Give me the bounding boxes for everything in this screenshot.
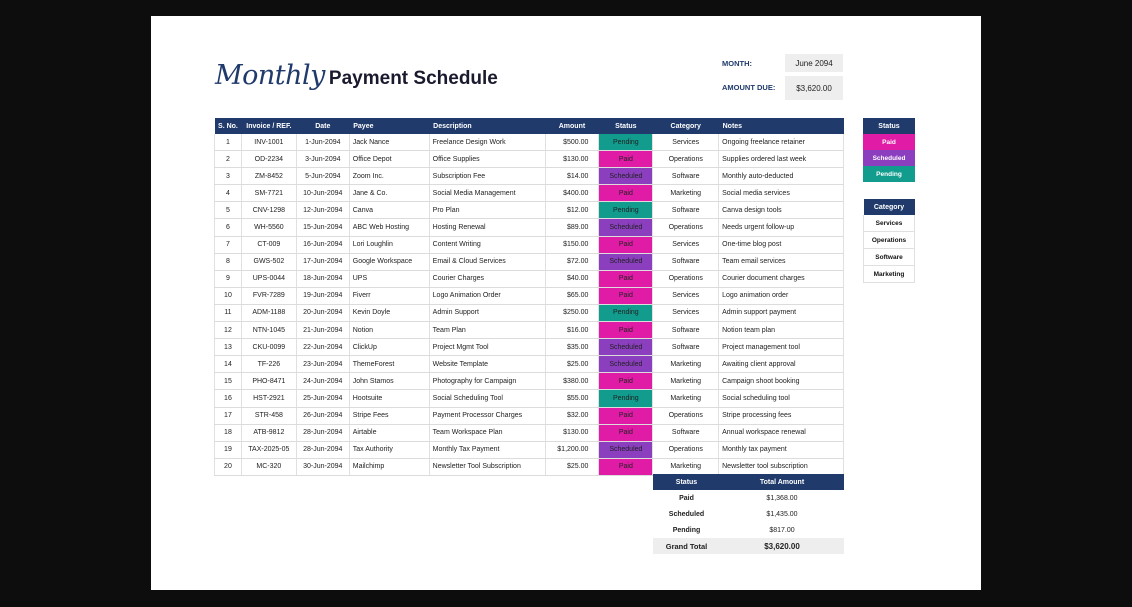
status-badge[interactable]: Pending xyxy=(599,304,653,321)
cell-category[interactable]: Marketing xyxy=(653,185,719,202)
payment-table xyxy=(214,118,844,476)
cell-payee[interactable]: Canva xyxy=(349,202,429,219)
cell-amount[interactable]: $65.00 xyxy=(545,287,599,304)
cell-notes[interactable]: Newsletter tool subscription xyxy=(719,458,844,475)
cell-category[interactable]: Services xyxy=(653,134,719,151)
title-main: Payment Schedule xyxy=(328,68,498,89)
status-badge[interactable]: Paid xyxy=(599,458,653,475)
cell-amount[interactable]: $380.00 xyxy=(545,373,599,390)
summary-value[interactable]: $1,368.00 xyxy=(766,494,798,502)
cell-sno[interactable]: 12 xyxy=(215,322,242,339)
cell-category[interactable]: Software xyxy=(653,168,719,185)
cell-invoice[interactable]: GWS-502 xyxy=(241,253,296,270)
cell-category[interactable]: Software xyxy=(653,253,719,270)
cell-notes[interactable]: Admin support payment xyxy=(719,304,844,321)
cell-sno[interactable]: 8 xyxy=(215,253,242,270)
title-script: Monthly xyxy=(215,60,325,91)
cell-description[interactable]: Freelance Design Work xyxy=(429,134,545,151)
cell-payee[interactable]: Lori Loughlin xyxy=(349,236,429,253)
spreadsheet-page xyxy=(151,16,981,590)
cell-category[interactable]: Operations xyxy=(653,270,719,287)
legend-services[interactable]: Services xyxy=(864,215,915,232)
summary-row xyxy=(653,506,844,522)
cell-invoice[interactable]: ZM-8452 xyxy=(241,168,296,185)
table-row[interactable] xyxy=(215,356,844,373)
cell-description[interactable]: Photography for Campaign xyxy=(429,373,545,390)
cell-payee[interactable]: ABC Web Hosting xyxy=(349,219,429,236)
status-badge[interactable]: Scheduled xyxy=(599,339,653,356)
cell-amount[interactable]: $25.00 xyxy=(545,356,599,373)
cell-payee[interactable]: Jack Nance xyxy=(349,134,429,151)
cell-date[interactable]: 16-Jun-2094 xyxy=(296,236,349,253)
cell-sno[interactable]: 16 xyxy=(215,390,242,407)
cell-amount[interactable]: $150.00 xyxy=(545,236,599,253)
cell-payee[interactable]: Zoom Inc. xyxy=(349,168,429,185)
status-legend xyxy=(863,118,915,182)
cell-payee[interactable]: Notion xyxy=(349,322,429,339)
cell-description[interactable]: Logo Animation Order xyxy=(429,287,545,304)
cell-amount[interactable]: $89.00 xyxy=(545,219,599,236)
cell-date[interactable]: 25-Jun-2094 xyxy=(296,390,349,407)
cell-amount[interactable]: $32.00 xyxy=(545,407,599,424)
cell-description[interactable]: Team Plan xyxy=(429,322,545,339)
cell-amount[interactable]: $250.00 xyxy=(545,304,599,321)
cell-amount[interactable]: $130.00 xyxy=(545,424,599,441)
cell-invoice[interactable]: CKU-0099 xyxy=(241,339,296,356)
category-legend xyxy=(863,199,915,283)
table-row[interactable] xyxy=(215,202,844,219)
cell-notes[interactable]: Monthly tax payment xyxy=(719,441,844,458)
cell-invoice[interactable]: NTN-1045 xyxy=(241,322,296,339)
cell-category[interactable]: Operations xyxy=(653,151,719,168)
cell-sno[interactable]: 15 xyxy=(215,373,242,390)
summary-table xyxy=(653,474,844,554)
cell-description[interactable]: Pro Plan xyxy=(429,202,545,219)
cell-invoice[interactable]: OD-2234 xyxy=(241,151,296,168)
status-badge[interactable]: Scheduled xyxy=(599,253,653,270)
cell-category[interactable]: Software xyxy=(653,202,719,219)
cell-payee[interactable]: Kevin Doyle xyxy=(349,304,429,321)
summary-header-status: Status xyxy=(653,474,720,490)
cell-date[interactable]: 10-Jun-2094 xyxy=(296,185,349,202)
cell-invoice[interactable]: UPS-0044 xyxy=(241,270,296,287)
legend-marketing[interactable]: Marketing xyxy=(864,266,915,283)
legend-scheduled[interactable]: Scheduled xyxy=(863,150,915,166)
cell-invoice[interactable]: CNV-1298 xyxy=(241,202,296,219)
table-row[interactable] xyxy=(215,373,844,390)
cell-sno[interactable]: 3 xyxy=(215,168,242,185)
cell-amount[interactable]: $14.00 xyxy=(545,168,599,185)
cell-date[interactable]: 19-Jun-2094 xyxy=(296,287,349,304)
status-badge[interactable]: Paid xyxy=(599,287,653,304)
cell-invoice[interactable]: PHO-8471 xyxy=(241,373,296,390)
cell-amount[interactable]: $400.00 xyxy=(545,185,599,202)
month-label: MONTH: xyxy=(722,59,752,68)
status-badge[interactable]: Paid xyxy=(599,270,653,287)
status-badge[interactable]: Paid xyxy=(599,322,653,339)
cell-description[interactable]: Newsletter Tool Subscription xyxy=(429,458,545,475)
cell-notes[interactable]: Notion team plan xyxy=(719,322,844,339)
cell-payee[interactable]: Office Depot xyxy=(349,151,429,168)
cell-date[interactable]: 3-Jun-2094 xyxy=(296,151,349,168)
cell-invoice[interactable]: CT-009 xyxy=(241,236,296,253)
cell-sno[interactable]: 19 xyxy=(215,441,242,458)
cell-notes[interactable]: Courier document charges xyxy=(719,270,844,287)
cell-sno[interactable]: 20 xyxy=(215,458,242,475)
table-row[interactable] xyxy=(215,424,844,441)
summary-value[interactable]: $1,435.00 xyxy=(766,510,798,518)
cell-category[interactable]: Marketing xyxy=(653,356,719,373)
cell-amount[interactable]: $55.00 xyxy=(545,390,599,407)
status-badge[interactable]: Pending xyxy=(599,134,653,151)
table-row[interactable] xyxy=(215,458,844,475)
cell-notes[interactable]: Annual workspace renewal xyxy=(719,424,844,441)
cell-category[interactable]: Marketing xyxy=(653,458,719,475)
cell-description[interactable]: Hosting Renewal xyxy=(429,219,545,236)
status-badge[interactable]: Pending xyxy=(599,202,653,219)
cell-notes[interactable]: Supplies ordered last week xyxy=(719,151,844,168)
cell-payee[interactable]: John Stamos xyxy=(349,373,429,390)
status-badge[interactable]: Paid xyxy=(599,373,653,390)
cell-sno[interactable]: 11 xyxy=(215,304,242,321)
cell-description[interactable]: Social Scheduling Tool xyxy=(429,390,545,407)
col-header-description[interactable]: Description xyxy=(429,118,545,134)
table-row[interactable] xyxy=(215,287,844,304)
cell-amount[interactable]: $130.00 xyxy=(545,151,599,168)
cell-notes[interactable]: Team email services xyxy=(719,253,844,270)
table-row[interactable] xyxy=(215,236,844,253)
cell-notes[interactable]: Social scheduling tool xyxy=(719,390,844,407)
table-row[interactable] xyxy=(215,253,844,270)
cell-notes[interactable]: Awaiting client approval xyxy=(719,356,844,373)
cell-notes[interactable]: Canva design tools xyxy=(719,202,844,219)
cell-description[interactable]: Social Media Management xyxy=(429,185,545,202)
cell-amount[interactable]: $72.00 xyxy=(545,253,599,270)
cell-payee[interactable]: Mailchimp xyxy=(349,458,429,475)
cell-description[interactable]: Team Workspace Plan xyxy=(429,424,545,441)
cell-date[interactable]: 23-Jun-2094 xyxy=(296,356,349,373)
cell-category[interactable]: Software xyxy=(653,339,719,356)
status-badge[interactable]: Paid xyxy=(599,424,653,441)
legend-pending[interactable]: Pending xyxy=(863,166,915,182)
cell-sno[interactable]: 6 xyxy=(215,219,242,236)
table-row[interactable] xyxy=(215,407,844,424)
cell-invoice[interactable]: HST-2921 xyxy=(241,390,296,407)
cell-date[interactable]: 21-Jun-2094 xyxy=(296,322,349,339)
summary-label: Pending xyxy=(672,526,701,534)
grand-total-value[interactable]: $3,620.00 xyxy=(720,538,844,554)
status-badge[interactable]: Paid xyxy=(599,236,653,253)
cell-sno[interactable]: 5 xyxy=(215,202,242,219)
status-legend-header: Status xyxy=(863,118,915,134)
cell-category[interactable]: Marketing xyxy=(653,373,719,390)
cell-category[interactable]: Operations xyxy=(653,407,719,424)
col-header-invoice[interactable]: Invoice / REF. xyxy=(241,118,296,134)
summary-row xyxy=(653,490,844,506)
cell-payee[interactable]: Jane & Co. xyxy=(349,185,429,202)
cell-notes[interactable]: Social media services xyxy=(719,185,844,202)
cell-amount[interactable]: $16.00 xyxy=(545,322,599,339)
status-badge[interactable]: Paid xyxy=(599,407,653,424)
status-badge[interactable]: Scheduled xyxy=(599,441,653,458)
status-badge[interactable]: Scheduled xyxy=(599,219,653,236)
cell-payee[interactable]: Fiverr xyxy=(349,287,429,304)
cell-category[interactable]: Services xyxy=(653,287,719,304)
cell-date[interactable]: 17-Jun-2094 xyxy=(296,253,349,270)
cell-sno[interactable]: 9 xyxy=(215,270,242,287)
cell-category[interactable]: Services xyxy=(653,304,719,321)
cell-invoice[interactable]: WH-5560 xyxy=(241,219,296,236)
cell-date[interactable]: 12-Jun-2094 xyxy=(296,202,349,219)
status-badge[interactable]: Scheduled xyxy=(599,168,653,185)
table-row[interactable] xyxy=(215,304,844,321)
cell-category[interactable]: Services xyxy=(653,236,719,253)
page-title xyxy=(215,60,498,96)
legend-paid[interactable]: Paid xyxy=(863,134,915,150)
category-legend-header: Category xyxy=(864,199,915,215)
cell-invoice[interactable]: MC-320 xyxy=(241,458,296,475)
cell-sno[interactable]: 2 xyxy=(215,151,242,168)
col-header-status[interactable]: Status xyxy=(599,118,653,134)
summary-row xyxy=(653,522,844,538)
cell-payee[interactable]: Stripe Fees xyxy=(349,407,429,424)
table-row[interactable] xyxy=(215,441,844,458)
cell-sno[interactable]: 17 xyxy=(215,407,242,424)
cell-date[interactable]: 30-Jun-2094 xyxy=(296,458,349,475)
table-row[interactable] xyxy=(215,322,844,339)
cell-payee[interactable]: Google Workspace xyxy=(349,253,429,270)
cell-invoice[interactable]: ATB-9812 xyxy=(241,424,296,441)
cell-sno[interactable]: 4 xyxy=(215,185,242,202)
cell-description[interactable]: Project Mgmt Tool xyxy=(429,339,545,356)
col-header-category[interactable]: Category xyxy=(653,118,719,134)
status-badge[interactable]: Scheduled xyxy=(599,356,653,373)
table-row[interactable] xyxy=(215,390,844,407)
cell-amount[interactable]: $35.00 xyxy=(545,339,599,356)
cell-date[interactable]: 18-Jun-2094 xyxy=(296,270,349,287)
cell-invoice[interactable]: TAX-2025-05 xyxy=(241,441,296,458)
cell-sno[interactable]: 13 xyxy=(215,339,242,356)
cell-amount[interactable]: $500.00 xyxy=(545,134,599,151)
col-header-amount[interactable]: Amount xyxy=(545,118,599,134)
cell-sno[interactable]: 10 xyxy=(215,287,242,304)
cell-amount[interactable]: $12.00 xyxy=(545,202,599,219)
table-row[interactable] xyxy=(215,168,844,185)
cell-amount[interactable]: $40.00 xyxy=(545,270,599,287)
table-header-row xyxy=(215,118,844,134)
cell-date[interactable]: 28-Jun-2094 xyxy=(296,441,349,458)
cell-notes[interactable]: Needs urgent follow-up xyxy=(719,219,844,236)
amount-due-value[interactable]: $3,620.00 xyxy=(785,76,843,100)
status-badge[interactable]: Paid xyxy=(599,151,653,168)
cell-amount[interactable]: $25.00 xyxy=(545,458,599,475)
cell-invoice[interactable]: FVR-7289 xyxy=(241,287,296,304)
cell-sno[interactable]: 1 xyxy=(215,134,242,151)
summary-label: Paid xyxy=(679,494,694,502)
grand-total-row xyxy=(653,538,844,554)
legend-operations[interactable]: Operations xyxy=(864,232,915,249)
cell-payee[interactable]: Airtable xyxy=(349,424,429,441)
cell-date[interactable]: 24-Jun-2094 xyxy=(296,373,349,390)
cell-sno[interactable]: 18 xyxy=(215,424,242,441)
cell-category[interactable]: Marketing xyxy=(653,390,719,407)
cell-notes[interactable]: One-time blog post xyxy=(719,236,844,253)
cell-notes[interactable]: Logo animation order xyxy=(719,287,844,304)
table-row[interactable] xyxy=(215,151,844,168)
grand-total-label: Grand Total xyxy=(653,538,720,554)
cell-invoice[interactable]: TF-226 xyxy=(241,356,296,373)
cell-notes[interactable]: Campaign shoot booking xyxy=(719,373,844,390)
col-header-notes[interactable]: Notes xyxy=(719,118,844,134)
col-header-payee[interactable]: Payee xyxy=(349,118,429,134)
cell-date[interactable]: 28-Jun-2094 xyxy=(296,424,349,441)
cell-notes[interactable]: Stripe processing fees xyxy=(719,407,844,424)
cell-invoice[interactable]: INV-1001 xyxy=(241,134,296,151)
cell-category[interactable]: Operations xyxy=(653,219,719,236)
cell-date[interactable]: 26-Jun-2094 xyxy=(296,407,349,424)
cell-description[interactable]: Website Template xyxy=(429,356,545,373)
table-row[interactable] xyxy=(215,270,844,287)
cell-category[interactable]: Software xyxy=(653,322,719,339)
summary-value[interactable]: $817.00 xyxy=(769,526,795,534)
cell-sno[interactable]: 7 xyxy=(215,236,242,253)
cell-invoice[interactable]: STR-458 xyxy=(241,407,296,424)
status-badge[interactable]: Paid xyxy=(599,185,653,202)
cell-date[interactable]: 22-Jun-2094 xyxy=(296,339,349,356)
cell-description[interactable]: Courier Charges xyxy=(429,270,545,287)
col-header-date[interactable]: Date xyxy=(296,118,349,134)
table-row[interactable] xyxy=(215,339,844,356)
cell-description[interactable]: Email & Cloud Services xyxy=(429,253,545,270)
amount-due-label: AMOUNT DUE: xyxy=(722,83,776,92)
cell-date[interactable]: 1-Jun-2094 xyxy=(296,134,349,151)
cell-category[interactable]: Operations xyxy=(653,441,719,458)
cell-description[interactable]: Office Supplies xyxy=(429,151,545,168)
summary-header-total: Total Amount xyxy=(720,474,844,490)
cell-date[interactable]: 5-Jun-2094 xyxy=(296,168,349,185)
cell-description[interactable]: Payment Processor Charges xyxy=(429,407,545,424)
legend-software[interactable]: Software xyxy=(864,249,915,266)
cell-amount[interactable]: $1,200.00 xyxy=(545,441,599,458)
cell-description[interactable]: Admin Support xyxy=(429,304,545,321)
cell-payee[interactable]: ClickUp xyxy=(349,339,429,356)
cell-notes[interactable]: Monthly auto-deducted xyxy=(719,168,844,185)
month-value[interactable]: June 2094 xyxy=(785,54,843,72)
cell-sno[interactable]: 14 xyxy=(215,356,242,373)
summary-label: Scheduled xyxy=(668,510,705,518)
cell-payee[interactable]: UPS xyxy=(349,270,429,287)
cell-invoice[interactable]: SM-7721 xyxy=(241,185,296,202)
cell-payee[interactable]: Hootsuite xyxy=(349,390,429,407)
cell-notes[interactable]: Ongoing freelance retainer xyxy=(719,134,844,151)
cell-payee[interactable]: Tax Authority xyxy=(349,441,429,458)
cell-category[interactable]: Software xyxy=(653,424,719,441)
cell-date[interactable]: 20-Jun-2094 xyxy=(296,304,349,321)
cell-description[interactable]: Monthly Tax Payment xyxy=(429,441,545,458)
status-badge[interactable]: Pending xyxy=(599,390,653,407)
table-row[interactable] xyxy=(215,219,844,236)
col-header-sno[interactable]: S. No. xyxy=(215,118,242,134)
table-row[interactable] xyxy=(215,185,844,202)
cell-description[interactable]: Content Writing xyxy=(429,236,545,253)
cell-description[interactable]: Subscription Fee xyxy=(429,168,545,185)
cell-invoice[interactable]: ADM-1188 xyxy=(241,304,296,321)
table-row[interactable] xyxy=(215,134,844,151)
cell-payee[interactable]: ThemeForest xyxy=(349,356,429,373)
cell-notes[interactable]: Project management tool xyxy=(719,339,844,356)
cell-date[interactable]: 15-Jun-2094 xyxy=(296,219,349,236)
